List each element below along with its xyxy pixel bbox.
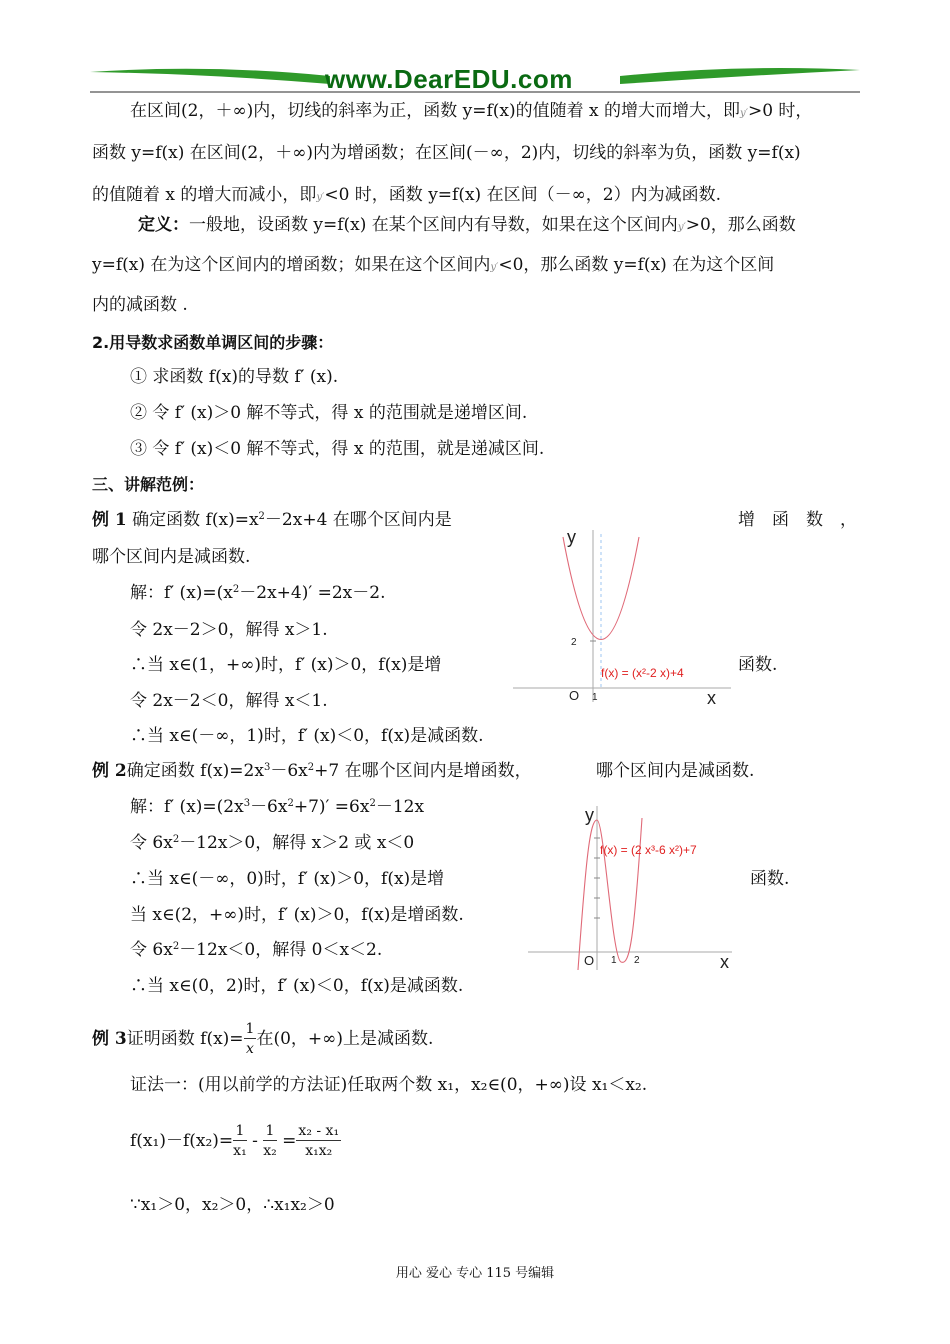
- example-1-question-tail: 增 函 数 ，: [738, 510, 857, 530]
- step-3: ③ 令 f′ (x)＜0 解不等式，得 x 的范围，就是递减区间.: [130, 439, 545, 459]
- example-2-solution-6: ∴当 x∈(0，2)时，f′ (x)＜0，f(x)是减函数.: [130, 976, 464, 996]
- example-1-solution-3-tail: 函数.: [738, 655, 778, 675]
- graph1-tick-y: 2: [571, 637, 577, 648]
- definition-label: 定义：: [138, 215, 189, 235]
- graph2-tick-2: 2: [634, 955, 640, 966]
- page-header: [90, 62, 860, 98]
- definition-line-2: y=f(x) 在为这个区间内的增函数；如果在这个区间内y′<0，那么函数 y=f(x) 在为这个区间: [92, 255, 775, 275]
- example-2-solution-3-tail: 函数.: [750, 869, 790, 889]
- proof-line-1: 证法一：(用以前学的方法证)任取两个数 x₁，x₂∈(0，+∞)设 x₁＜x₂.: [130, 1075, 648, 1095]
- example-2-graph: [520, 798, 745, 978]
- example-3-question: 例 3证明函数 f(x)= $\frac{1}{x}$ 在(0，+∞)上是减函数.: [92, 1021, 434, 1057]
- example-2-question-tail: 哪个区间内是减函数.: [596, 761, 755, 781]
- para-line-2: 函数 y=f(x) 在区间(2，＋∞)内为增函数；在区间(－∞，2)内，切线的斜率为负，函数 y=f(x): [92, 143, 801, 163]
- example-2-solution-1: 解：f′ $(x)=(2x^3-6x^2+7)' =6x^2-12x$: [130, 797, 425, 817]
- example-1-solution-3: ∴当 x∈(1，+∞)时，f′ (x)＞0，f(x)是增: [130, 655, 442, 675]
- graph2-formula: f(x) = (2 x³-6 x²)+7: [600, 843, 697, 857]
- step-1: ① 求函数 f(x)的导数 f′ (x).: [130, 367, 339, 387]
- example-1-graph: [505, 522, 740, 712]
- graph1-formula: f(x) = (x²-2 x)+4: [601, 666, 684, 680]
- graph2-x-label: x: [720, 952, 729, 972]
- graph1-x-label: x: [707, 688, 716, 708]
- example-1-solution-2: 令 2x－2＞0，解得 x＞1.: [130, 620, 328, 640]
- fraction-one-over-x: $\frac{1}{x}$: [245, 1021, 255, 1057]
- example-1-solution-1: 解：f′ $(x)=(x^2-2x+4)' =2x-2$.: [130, 583, 386, 603]
- example-1-label: 例 1: [92, 510, 127, 530]
- example-2-solution-5: 令 $6x^2-12x<0$，解得 0＜x＜2.: [130, 940, 383, 960]
- y-prime-symbol: y′: [740, 108, 748, 119]
- definition-line-3: 内的减函数 .: [92, 295, 188, 315]
- graph2-y-label: y: [585, 805, 594, 825]
- proof-since-line: ∵x₁＞0，x₂＞0，∴x₁x₂＞0: [130, 1195, 335, 1215]
- example-3-label: 例 3: [92, 1029, 127, 1049]
- section-heading-examples: 三、讲解范例：: [92, 475, 205, 494]
- graph1-y-label: y: [567, 527, 576, 547]
- para-line-3: 的值随着 x 的增大而减小，即y′<0 时，函数 y=f(x) 在区间（－∞，2）内为减函数.: [92, 185, 721, 205]
- example-2-solution-4: 当 x∈(2，+∞)时，f′ (x)＞0，f(x)是增函数.: [130, 905, 464, 925]
- graph1-tick-x: 1: [592, 692, 598, 703]
- graph1-origin: O: [569, 688, 580, 703]
- definition-line-1: 定义：一般地，设函数 y=f(x) 在某个区间内有导数，如果在这个区间内y′>0，那么函数: [138, 215, 796, 235]
- example-2-label: 例 2: [92, 761, 127, 781]
- example-1-question: 例 1 确定函数 $f(x)=x^2-2x+4$ 在哪个区间内是: [92, 510, 452, 530]
- example-1-solution-4: 令 2x－2＜0，解得 x＜1.: [130, 691, 328, 711]
- example-2-question: 例 2确定函数 $f(x)=2x^3-6x^2+7$ 在哪个区间内是增函数，: [92, 761, 532, 781]
- example-2-solution-2: 令 $6x^2-12x>0$，解得 x＞2 或 x＜0: [130, 833, 415, 853]
- site-logo[interactable]: www.DearEDU.com: [325, 64, 573, 94]
- section-heading-steps: 2.用导数求函数单调区间的步骤：: [92, 333, 334, 352]
- example-1-solution-5: ∴当 x∈(－∞，1)时，f′ (x)＜0，f(x)是减函数.: [130, 726, 484, 746]
- example-1-question-2: 哪个区间内是减函数.: [92, 547, 251, 567]
- page-footer: 用心 爱心 专心 115 号编辑: [395, 1266, 555, 1281]
- graph2-origin: O: [584, 953, 595, 968]
- proof-equation: f(x₁)－f(x₂)= $\frac{1}{\text{x₁}}$ - $\frac{1}{\text{x₂}}$ = $\frac{\text{x₂ - x₁}}{\text{x₁x₂}}$: [130, 1123, 340, 1159]
- para-line-1: 在区间(2，＋∞)内，切线的斜率为正，函数 y=f(x)的值随着 x 的增大而增大，即y′>0 时，: [130, 101, 813, 121]
- graph2-tick-1: 1: [611, 955, 617, 966]
- step-2: ② 令 f′ (x)＞0 解不等式，得 x 的范围就是递增区间.: [130, 403, 528, 423]
- example-2-solution-3: ∴当 x∈(－∞，0)时，f′ (x)＞0，f(x)是增: [130, 869, 445, 889]
